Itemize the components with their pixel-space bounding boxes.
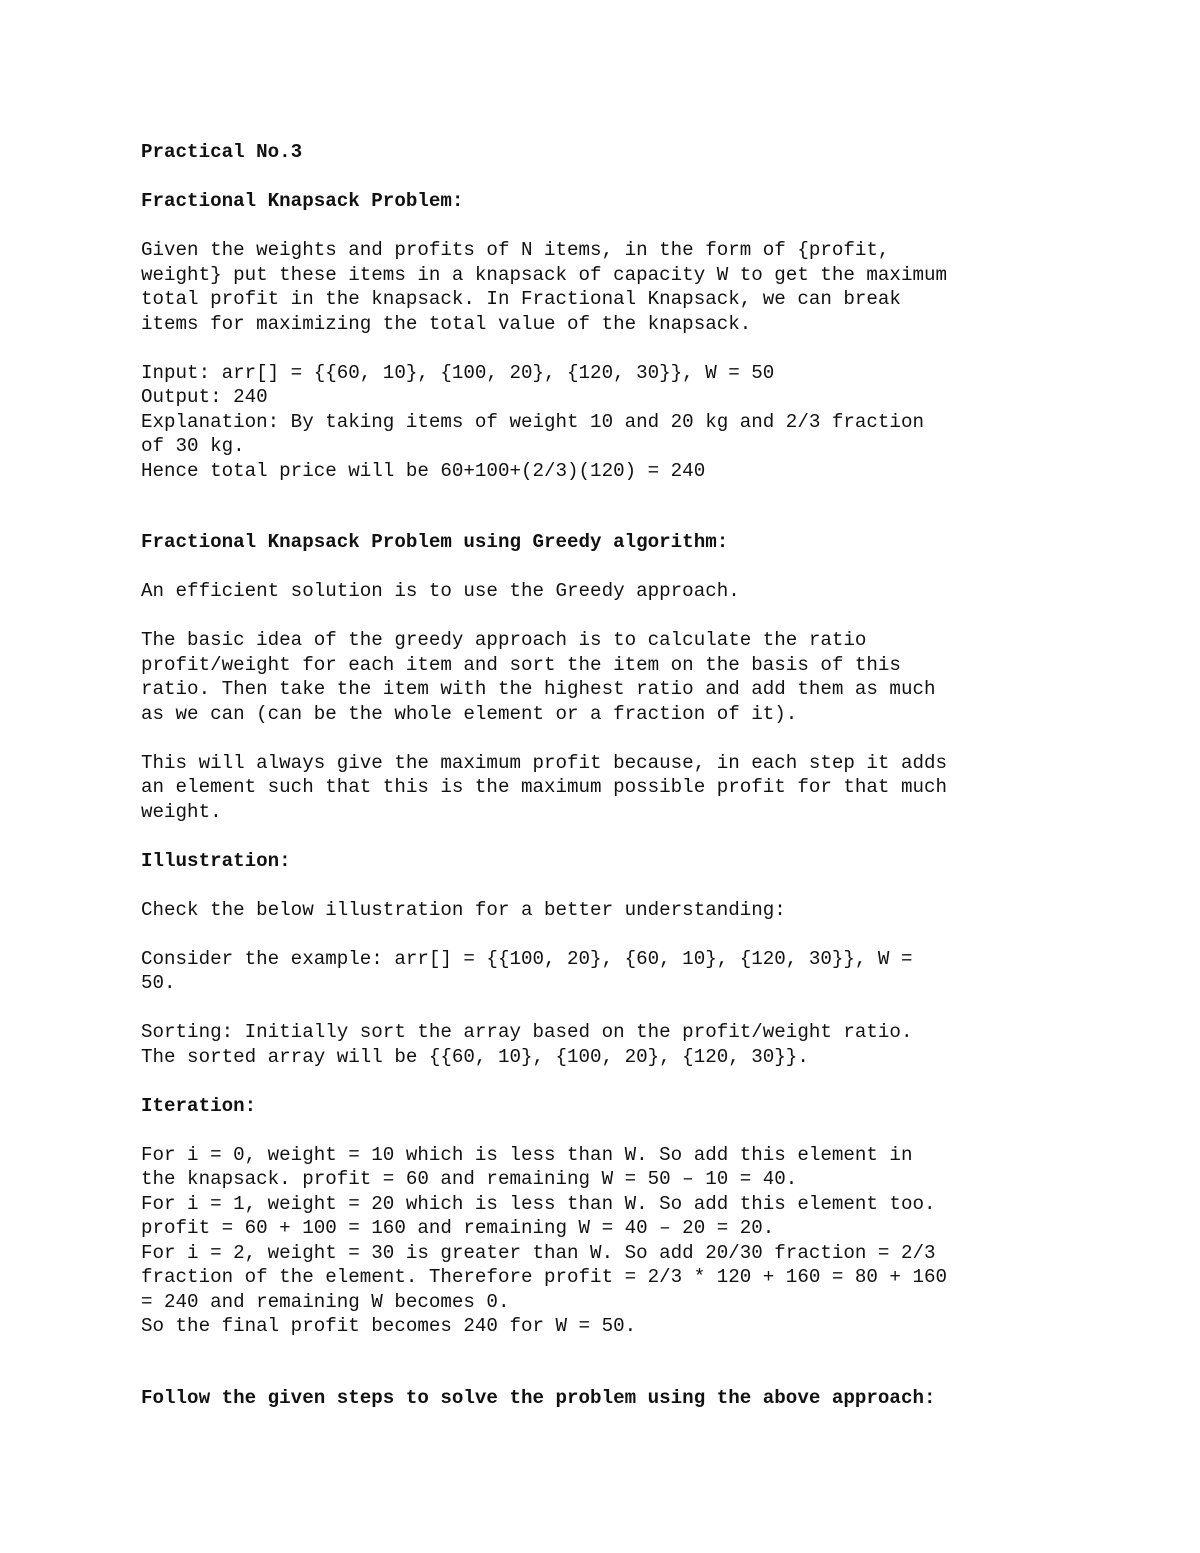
- example-explanation: Hence total price will be 60+100+(2/3)(120) = 240: [141, 459, 706, 482]
- always-paragraph: [141, 751, 1061, 825]
- paragraph-line: Consider the example: arr[] = {{100, 20}, {60, 10}, {120, 30}}, W =: [141, 947, 913, 970]
- paragraph-line: profit/weight for each item and sort the item on the basis of this: [141, 653, 901, 676]
- section-heading-illustration: Illustration:: [141, 849, 291, 872]
- basic-idea-paragraph: [141, 628, 1061, 726]
- section-heading-follow: Follow the given steps to solve the problem using the above approach:: [141, 1386, 936, 1409]
- paragraph-line: This will always give the maximum profit because, in each step it adds: [141, 751, 948, 774]
- page-title: Practical No.3: [141, 141, 303, 163]
- example-input: Input: arr[] = {{60, 10}, {100, 20}, {120, 30}}, W = 50: [141, 361, 775, 384]
- paragraph-line: For i = 2, weight = 30 is greater than W. So add 20/30 fraction = 2/3: [141, 1241, 936, 1264]
- paragraph-line: the knapsack. profit = 60 and remaining W = 50 – 10 = 40.: [141, 1168, 798, 1190]
- paragraph-line: Given the weights and profits of N items, in the form of {profit,: [141, 239, 890, 261]
- paragraph-line: as we can (can be the whole element or a fraction of it).: [141, 702, 798, 725]
- paragraph-line: total profit in the knapsack. In Fractional Knapsack, we can break: [141, 288, 901, 310]
- document-page: [141, 140, 1061, 1410]
- paragraph-line: items for maximizing the total value of the knapsack.: [141, 312, 752, 335]
- paragraph-line: Sorting: Initially sort the array based on the profit/weight ratio.: [141, 1021, 913, 1043]
- section-heading-greedy: Fractional Knapsack Problem using Greedy algorithm:: [141, 531, 729, 553]
- paragraph-line: an element such that this is the maximum possible profit for that much: [141, 776, 948, 798]
- paragraph-line: 50.: [141, 972, 176, 994]
- example-explanation: Explanation: By taking items of weight 10 and 20 kg and 2/3 fraction: [141, 410, 924, 433]
- section-heading-iteration: Iteration:: [141, 1094, 257, 1117]
- paragraph-line: ratio. Then take the item with the highest ratio and add them as much: [141, 678, 936, 700]
- consider-paragraph: [141, 947, 1061, 996]
- illustration-intro: Check the below illustration for a better understanding:: [141, 898, 786, 921]
- paragraph-line: So the final profit becomes 240 for W = 50.: [141, 1315, 637, 1337]
- paragraph-line: = 240 and remaining W becomes 0.: [141, 1290, 510, 1313]
- greedy-intro: An efficient solution is to use the Greedy approach.: [141, 580, 740, 602]
- paragraph-line: weight} put these items in a knapsack of capacity W to get the maximum: [141, 263, 948, 286]
- paragraph-line: weight.: [141, 800, 222, 823]
- intro-paragraph: [141, 238, 1061, 336]
- sorting-paragraph: [141, 1020, 1061, 1069]
- paragraph-line: fraction of the element. Therefore profit = 2/3 * 120 + 160 = 80 + 160: [141, 1266, 948, 1288]
- paragraph-line: For i = 1, weight = 20 which is less than W. So add this element too.: [141, 1192, 936, 1215]
- paragraph-line: For i = 0, weight = 10 which is less than W. So add this element in: [141, 1143, 913, 1166]
- example-block: [141, 361, 1061, 484]
- iteration-paragraph: [141, 1143, 1061, 1339]
- paragraph-line: The sorted array will be {{60, 10}, {100, 20}, {120, 30}}.: [141, 1045, 809, 1068]
- paragraph-line: profit = 60 + 100 = 160 and remaining W = 40 – 20 = 20.: [141, 1217, 775, 1239]
- example-output: Output: 240: [141, 386, 268, 408]
- example-explanation: of 30 kg.: [141, 435, 245, 457]
- section-heading-problem: Fractional Knapsack Problem:: [141, 190, 464, 212]
- paragraph-line: The basic idea of the greedy approach is to calculate the ratio: [141, 629, 867, 651]
